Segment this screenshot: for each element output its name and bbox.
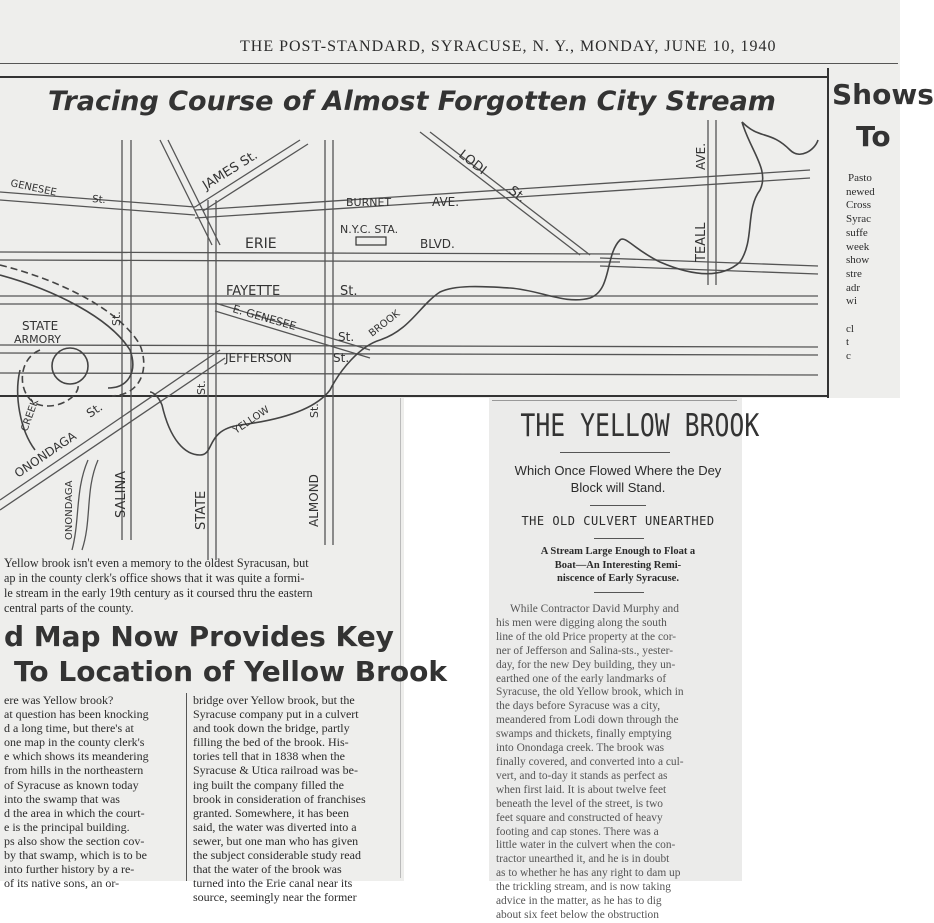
label-burnet-ave: AVE. — [432, 195, 460, 209]
text-line: line of the old Price property at the cor- — [496, 630, 677, 643]
text-line: ps also show the section cov- — [4, 833, 145, 848]
label-state-armory-1: STATE — [22, 319, 59, 333]
side-line: newed — [846, 185, 875, 198]
label-fayette-st: St. — [340, 284, 358, 299]
label-genesee-st: St. — [91, 194, 107, 207]
label-creek: CREEK — [19, 398, 42, 434]
text-line: the days before Syracuse was a city, — [496, 700, 661, 713]
map-title: Tracing Course of Almost Forgotten City Stream — [48, 86, 776, 117]
text-line: feet square and constructed of heavy — [496, 811, 663, 824]
nyc-station-marker — [356, 237, 386, 245]
label-fayette: FAYETTE — [226, 284, 281, 299]
side-line: Cross — [846, 199, 872, 212]
label-e-genesee: E. GENESEE — [231, 302, 298, 333]
text-line: of Syracuse as known today — [4, 777, 139, 792]
label-e-genesee-st: St. — [338, 330, 355, 344]
label-state: STATE — [194, 490, 209, 530]
yb-rule-3 — [594, 538, 644, 539]
text-line: and took down the bridge, partly — [193, 721, 350, 736]
yb-top-rule — [492, 400, 737, 401]
label-state-st: St. — [195, 380, 208, 395]
text-line: from hills in the northeastern — [4, 763, 144, 778]
text-line: ner of Jefferson and Salina-sts., yester- — [496, 644, 674, 657]
label-nyc: N.Y.C. STA. — [340, 223, 399, 236]
yellow-brook-title: THE YELLOW BROOK — [520, 408, 760, 444]
caption-line: central parts of the county. — [4, 601, 134, 615]
label-salina-st: St. — [110, 311, 123, 326]
text-line: Syracuse, the old Yellow brook, which in — [496, 686, 684, 699]
label-onondaga: ONONDAGA — [11, 428, 79, 481]
text-line: e which shows its meandering — [4, 749, 149, 764]
side-line: show — [846, 254, 870, 267]
yb-subhead-1-line: Which Once Flowed Where the Dey — [514, 463, 722, 478]
yb-subhead-3-line: niscence of Early Syracuse. — [557, 573, 679, 584]
label-jefferson-st: St. — [333, 351, 350, 365]
side-line: cl — [846, 322, 854, 335]
side-line: suffe — [846, 226, 868, 239]
text-line: of its native sons, an or- — [4, 876, 120, 891]
label-yellow: YELLOW — [231, 404, 272, 437]
label-onondaga-creek: ONONDAGA — [64, 480, 75, 540]
text-line: d the area in which the court- — [4, 805, 145, 820]
text-line: when first laid. It is about twelve feet — [496, 783, 667, 796]
label-salina: SALINA — [114, 470, 129, 518]
label-lodi-st: St. — [505, 183, 529, 206]
text-line: beneath the level of the street, is two — [496, 797, 664, 810]
label-burnet: BURNET — [346, 196, 392, 209]
label-state-armory-2: ARMORY — [14, 333, 61, 346]
text-line: that the water of the brook was — [193, 862, 342, 877]
text-line: little water in the culvert when the con- — [496, 839, 676, 852]
text-line: into further history by a re- — [4, 862, 135, 877]
label-teall-ave: AVE. — [694, 142, 708, 170]
label-erie: ERIE — [245, 236, 277, 252]
yb-rule-1 — [560, 452, 670, 453]
story-column-2 — [193, 693, 399, 904]
label-onondaga-st: St. — [83, 399, 106, 421]
caption-line: ap in the county clerk's office shows that it was quite a formi- — [4, 571, 305, 585]
side-line: t — [846, 336, 850, 349]
side-headline-1: Shows — [832, 78, 934, 111]
text-line: into Onondaga creek. The brook was — [496, 742, 665, 755]
side-line — [846, 309, 906, 323]
text-line: advice in the matter, as he has to dig — [496, 895, 662, 908]
text-line: ing built the company filled the — [193, 777, 344, 792]
label-jefferson: JEFFERSON — [225, 351, 292, 365]
text-line: about six feet below the obstruction — [496, 908, 659, 921]
text-line: swamps and thickets, finally emptying — [496, 728, 672, 741]
side-line: week — [846, 240, 870, 253]
side-line: adr — [846, 281, 861, 294]
text-line: While Contractor David Murphy and — [510, 603, 679, 615]
text-line: at question has been knocking — [4, 707, 149, 722]
label-brook: BROOK — [367, 308, 403, 340]
text-line: brook in consideration of franchises — [193, 791, 366, 806]
side-line: c — [846, 350, 851, 363]
text-line: d a long time, but there's at — [4, 721, 134, 736]
label-james: JAMES St. — [200, 147, 261, 194]
masthead: THE POST-STANDARD, SYRACUSE, N. Y., MONDAY, JUNE 10, 1940 — [240, 38, 777, 55]
label-teall: TEALL — [694, 222, 709, 262]
story-headline-1: d Map Now Provides Key — [4, 620, 394, 653]
yb-rule-4 — [594, 592, 644, 593]
text-line: finally covered, and converted into a cul- — [496, 755, 684, 768]
text-line: sewer, but one man who has given — [193, 833, 359, 848]
caption-line: le stream in the early 19th century as it coursed thru the eastern — [4, 586, 313, 600]
text-line: Syracuse company put in a culvert — [193, 707, 359, 722]
text-line: footing and cap stones. There was a — [496, 825, 659, 838]
text-line: by that swamp, which is to be — [4, 848, 147, 863]
text-line: said, the water was diverted into a — [193, 819, 357, 834]
text-line: the trickling stream, and is now taking — [496, 881, 671, 894]
yb-subhead-3-line: Boat—An Interesting Remi- — [554, 559, 682, 571]
text-line: tractor unearthed it, and he is in doubt — [496, 853, 670, 866]
text-line: as to whether he has any right to dam up — [496, 867, 681, 880]
yellow-brook-body — [496, 603, 736, 923]
yb-rule-2 — [590, 505, 646, 506]
text-line: source, seemingly near the former — [193, 890, 357, 905]
side-line: Pasto — [848, 172, 872, 184]
label-genesee: GENESEE — [9, 178, 58, 199]
column-rule — [186, 693, 187, 881]
text-line: meandered from Lodi down through the — [496, 714, 679, 727]
map-caption — [4, 556, 396, 616]
text-line: e is the principal building. — [4, 819, 130, 834]
text-line: earthed one of the early landmarks of — [496, 672, 667, 685]
text-line: filling the bed of the brook. His- — [193, 735, 349, 750]
side-story-text — [846, 172, 906, 364]
text-line: tories tell that in 1838 when the — [193, 749, 345, 764]
label-almond: ALMOND — [307, 474, 321, 527]
text-line: granted. Somewhere, it has been — [193, 805, 349, 820]
column-dot-rule — [400, 398, 401, 878]
text-line: Syracuse & Utica railroad was be- — [193, 763, 358, 778]
text-line: day, for the new Dey building, they un- — [496, 658, 676, 671]
side-line: Syrac — [846, 213, 872, 226]
text-line: vert, and to-day it stands as perfect as — [496, 769, 668, 782]
yb-subhead-3 — [496, 545, 740, 586]
side-line: wi — [846, 295, 857, 308]
yb-subhead-1-line: Block will Stand. — [570, 480, 666, 495]
text-line: one map in the county clerk's — [4, 735, 145, 750]
yb-subhead-1 — [496, 462, 740, 496]
text-line: his men were digging along the south — [496, 616, 667, 629]
story-column-1 — [4, 693, 182, 890]
label-blvd: BLVD. — [420, 237, 455, 251]
text-line: the subject considerable study read — [193, 848, 361, 863]
side-headline-2: To — [856, 120, 891, 153]
text-line: bridge over Yellow brook, but the — [193, 693, 355, 707]
label-almond-st: St. — [308, 403, 321, 418]
label-lodi: LODI — [455, 147, 490, 179]
yb-subhead-3-line: A Stream Large Enough to Float a — [540, 546, 696, 557]
yb-subhead-2: THE OLD CULVERT UNEARTHED — [521, 514, 715, 528]
story-headline-2: To Location of Yellow Brook — [14, 655, 447, 688]
side-line: stre — [846, 267, 862, 280]
text-line: into the swamp that was — [4, 791, 120, 806]
text-line: ere was Yellow brook? — [4, 693, 114, 707]
text-line: turned into the Erie canal near its — [193, 876, 353, 891]
caption-line: Yellow brook isn't even a memory to the oldest Syracusan, but — [4, 556, 309, 570]
